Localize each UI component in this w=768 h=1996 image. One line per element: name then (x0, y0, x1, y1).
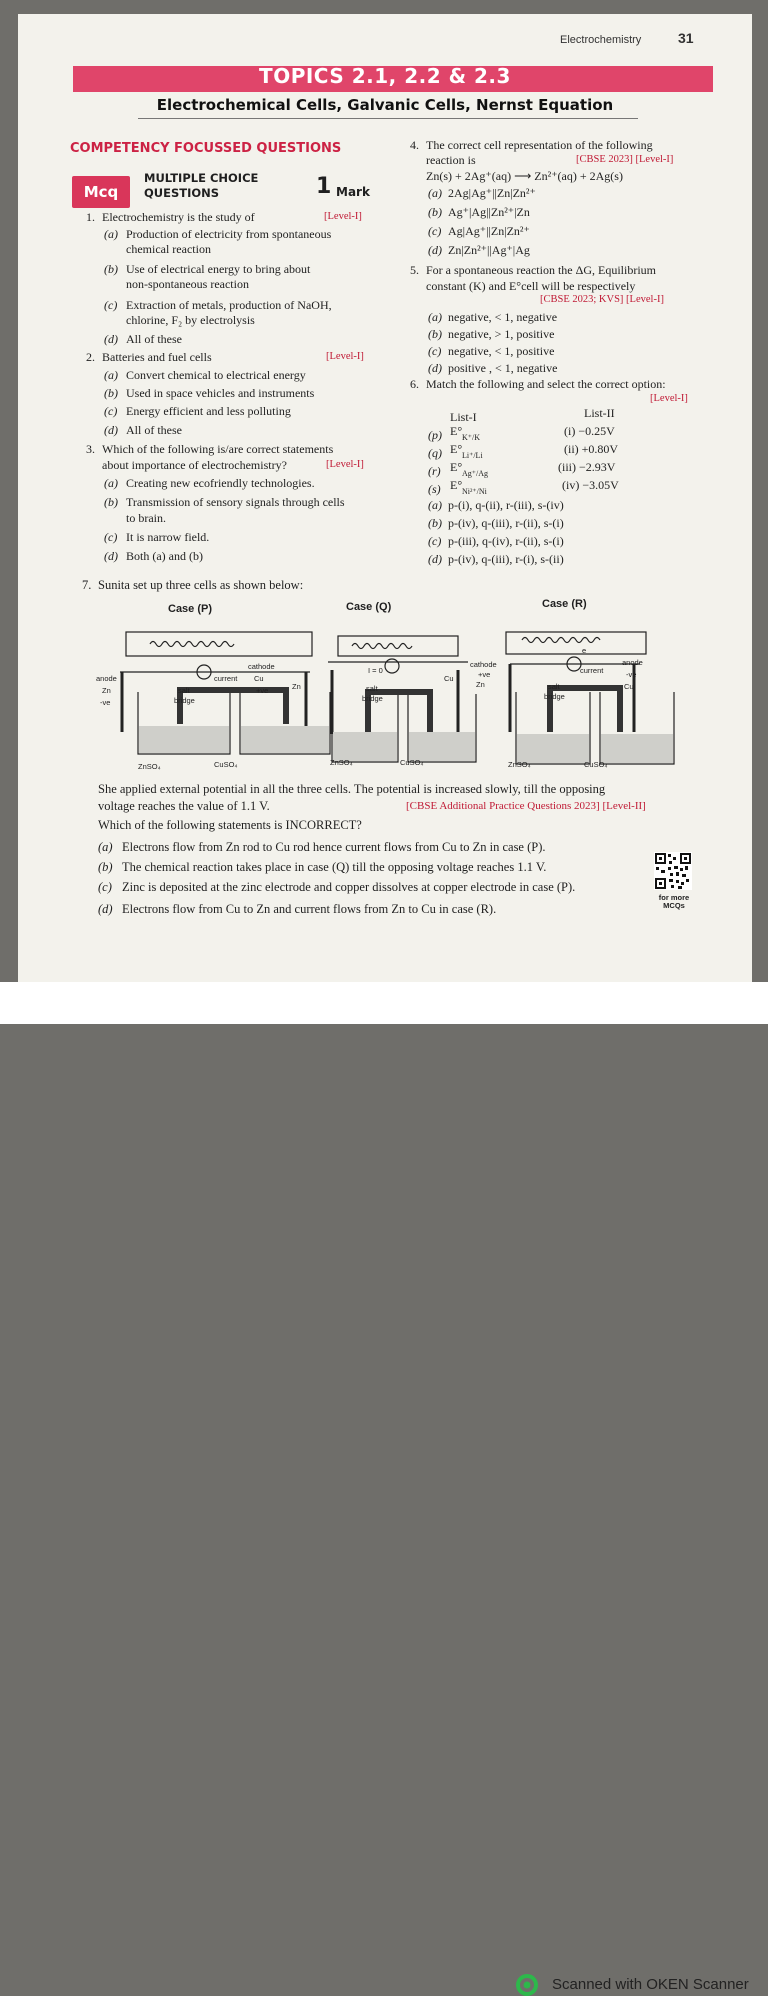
case-p-label: Case (P) (168, 603, 213, 615)
r-znso4: ZnSO₄ (508, 760, 531, 769)
q4-d-label: (d) (428, 243, 442, 257)
q1-a-line2: chemical reaction (126, 242, 211, 256)
q6-row-q-sub: Li⁺/Li (462, 451, 483, 460)
q5-line1: For a spontaneous reaction the ΔG, Equilibrium (426, 263, 657, 277)
q6-row-p-value: (i) −0.25V (564, 424, 615, 438)
q6-row-s-e: E° (450, 478, 463, 492)
q2-c-label: (c) (104, 404, 118, 418)
q3-line2: about importance of electrochemistry? (102, 458, 287, 472)
q2-c-line1: Energy efficient and less polluting (126, 404, 291, 418)
q1-c-label: (c) (104, 298, 118, 312)
p-cuso4: CuSO₄ (214, 760, 238, 769)
p-pos: +ve (256, 686, 269, 695)
p-zn: Zn (102, 686, 111, 695)
case-r-label: Case (R) (542, 598, 587, 610)
q7-d-label: (d) (98, 902, 113, 916)
q6-row-s-label: (s) (428, 482, 441, 496)
q6-list2-header: List-II (584, 406, 615, 420)
q3-a-line1: Creating new ecofriendly technologies. (126, 476, 315, 490)
q1-number: 1. (86, 210, 95, 224)
q7-b-label: (b) (98, 860, 113, 874)
p-bridge: bridge (174, 696, 195, 705)
q2-d-line1: All of these (126, 423, 182, 437)
r-anode: anode (622, 658, 643, 667)
scanner-watermark: Scanned with OKEN Scanner (552, 1976, 749, 1993)
p-neg: -ve (100, 698, 111, 707)
q4-b-label: (b) (428, 205, 442, 219)
q2-a-line1: Convert chemical to electrical energy (126, 368, 306, 382)
cells-diagram (80, 614, 700, 772)
q2-number: 2. (86, 350, 95, 364)
q3-b-line1: Transmission of sensory signals through cells (126, 495, 345, 509)
q-izero: I = 0 (368, 666, 383, 675)
q1-text: Electrochemistry is the study of (102, 210, 255, 224)
q6-d-label: (d) (428, 552, 442, 566)
q-salt: salt (366, 684, 378, 693)
q6-row-s-value: (iv) −3.05V (562, 478, 619, 492)
q7-number: 7. (82, 578, 92, 592)
r-bridge: bridge (544, 692, 565, 701)
q6-c-line1: p-(iii), q-(iv), r-(ii), s-(i) (448, 534, 564, 548)
q6-b-line1: p-(iv), q-(iii), r-(ii), s-(i) (448, 516, 564, 530)
q1-c-line2: chlorine, F₂ by electrolysis (126, 313, 255, 327)
q5-d-line1: positive , < 1, negative (448, 361, 558, 375)
qr-caption (656, 894, 692, 910)
q1-b-label: (b) (104, 262, 118, 276)
r-current: current (580, 666, 604, 675)
section-title: COMPETENCY FOCUSSED QUESTIONS (70, 141, 342, 156)
q5-d-label: (d) (428, 361, 442, 375)
q4-number: 4. (410, 138, 419, 152)
q6-row-p-sub: K⁺/K (462, 433, 480, 442)
q1-a-line1: Production of electricity from spontaneous (126, 227, 332, 241)
q1-d-line1: All of these (126, 332, 182, 346)
q6-row-r-value: (iii) −2.93V (558, 460, 616, 474)
p-anode: anode (96, 674, 117, 683)
p-salt: salt (178, 686, 190, 695)
q6-row-p-label: (p) (428, 428, 442, 442)
q7-level: [CBSE Additional Practice Questions 2023] [Level-II] (406, 800, 646, 812)
q3-b-line2: to brain. (126, 511, 166, 525)
q3-number: 3. (86, 442, 95, 456)
q4-d-line1: Zn|Zn²⁺||Ag⁺|Ag (448, 243, 530, 257)
q2-d-label: (d) (104, 423, 118, 437)
q3-b-label: (b) (104, 495, 118, 509)
q3-c-label: (c) (104, 530, 118, 544)
q7-a-label: (a) (98, 840, 113, 854)
p-cathode: cathode (248, 662, 275, 671)
q4-level: [CBSE 2023] [Level-I] (576, 154, 674, 165)
q1-b-line1: Use of electrical energy to bring about (126, 262, 311, 276)
q4-reaction: Zn(s) + 2Ag⁺(aq) ⟶ Zn²⁺(aq) + 2Ag(s) (426, 169, 623, 183)
r-pos: +ve (478, 670, 491, 679)
q5-a-label: (a) (428, 310, 442, 324)
q7-stem3: Which of the following statements is INCORRECT? (98, 818, 362, 832)
topics-title: TOPICS 2.1, 2.2 & 2.3 (259, 64, 511, 88)
mcq-badge: Mcq (72, 176, 130, 208)
scanner-footer (0, 982, 768, 1993)
marks-value: 1 (316, 174, 332, 199)
q6-a-line1: p-(i), q-(ii), r-(iii), s-(iv) (448, 498, 564, 512)
q4-c-label: (c) (428, 224, 442, 238)
q1-level: [Level-I] (324, 211, 362, 222)
p-current: current (214, 674, 238, 683)
marks-label: Mark (336, 185, 370, 199)
q1-d-label: (d) (104, 332, 118, 346)
q6-c-label: (c) (428, 534, 442, 548)
q-znso4: ZnSO₄ (330, 758, 353, 767)
page-number: 31 (678, 30, 694, 46)
q6-row-q-label: (q) (428, 446, 442, 460)
q5-level: [CBSE 2023; KVS] [Level-I] (540, 294, 664, 305)
q6-d-line1: p-(iv), q-(iii), r-(i), s-(ii) (448, 552, 564, 566)
q5-line2: constant (K) and E°cell will be respectively (426, 279, 636, 293)
q1-c-line1: Extraction of metals, production of NaOH, (126, 298, 332, 312)
oken-logo-icon (516, 1974, 538, 1996)
q2-a-label: (a) (104, 368, 118, 382)
q5-b-line1: negative, > 1, positive (448, 327, 555, 341)
q5-c-line1: negative, < 1, positive (448, 344, 555, 358)
q7-b-line1: The chemical reaction takes place in case (Q) till the opposing voltage reaches 1.1 V. (122, 860, 547, 874)
q6-a-label: (a) (428, 498, 442, 512)
r-cathode: cathode (470, 660, 497, 669)
mcq-type-line1: MULTIPLE CHOICE (144, 171, 259, 185)
qr-caption-line1: for more (658, 893, 690, 902)
q6-level: [Level-I] (650, 393, 688, 404)
q6-list1-header: List-I (450, 410, 477, 424)
q3-d-line1: Both (a) and (b) (126, 549, 203, 563)
q2-level: [Level-I] (326, 351, 364, 362)
qr-code-icon[interactable] (654, 852, 692, 890)
q5-b-label: (b) (428, 327, 442, 341)
q7-stem1: She applied external potential in all the three cells. The potential is increased slowly, till the opposing (98, 782, 606, 796)
q7-c-label: (c) (98, 880, 112, 894)
q6-row-q-value: (ii) +0.80V (564, 442, 619, 456)
q6-number: 6. (410, 377, 419, 391)
case-q-label: Case (Q) (346, 601, 392, 613)
q4-line2: reaction is (426, 153, 476, 167)
p-cu: Cu (254, 674, 264, 683)
q3-line1: Which of the following is/are correct statements (102, 442, 334, 456)
r-neg: -ve (626, 670, 637, 679)
q6-row-q-e: E° (450, 442, 463, 456)
q7-line1: Sunita set up three cells as shown below: (98, 578, 304, 592)
q6-row-r-e: E° (450, 460, 463, 474)
q3-level: [Level-I] (326, 459, 364, 470)
topics-subtitle: Electrochemical Cells, Galvanic Cells, Nernst Equation (156, 96, 614, 114)
qr-caption-line2: MCQs (663, 901, 685, 910)
r-cuso4: CuSO₄ (584, 760, 608, 769)
q6-row-p-e: E° (450, 424, 463, 438)
q5-number: 5. (410, 263, 419, 277)
q6-row-r-sub: Ag⁺/Ag (462, 469, 488, 478)
chapter-header: Electrochemistry (560, 34, 642, 46)
q7-a-line1: Electrons flow from Zn rod to Cu rod hence current flows from Cu to Zn in case (P). (122, 840, 546, 854)
q6-b-label: (b) (428, 516, 442, 530)
r-salt: salt (548, 682, 560, 691)
divider (138, 118, 638, 119)
q3-d-label: (d) (104, 549, 118, 563)
q7-d-line1: Electrons flow from Cu to Zn and current flows from Zn to Cu in case (R). (122, 902, 497, 916)
q-cu: Cu (444, 674, 454, 683)
q5-a-line1: negative, < 1, negative (448, 310, 558, 324)
r-e: e (582, 646, 587, 655)
q-bridge: bridge (362, 694, 383, 703)
q4-line1: The correct cell representation of the following (426, 138, 653, 152)
q4-b-line1: Ag⁺|Ag||Zn²⁺|Zn (448, 205, 530, 219)
q6-row-s-sub: Ni²⁺/Ni (462, 487, 487, 496)
p-znso4: ZnSO₄ (138, 762, 161, 771)
q-cuso4: CuSO₄ (400, 758, 424, 767)
r-zn: Zn (476, 680, 485, 689)
q3-c-line1: It is narrow field. (126, 530, 210, 544)
q2-text: Batteries and fuel cells (102, 350, 212, 364)
q-zn: Zn (292, 682, 301, 691)
q4-a-line1: 2Ag|Ag⁺||Zn|Zn²⁺ (448, 186, 536, 200)
r-cu: Cu (624, 682, 634, 691)
q1-a-label: (a) (104, 227, 118, 241)
q7-stem2: voltage reaches the value of 1.1 V. (98, 799, 270, 813)
q2-b-line1: Used in space vehicles and instruments (126, 386, 315, 400)
q6-row-r-label: (r) (428, 464, 441, 478)
q1-b-line2: non-spontaneous reaction (126, 277, 249, 291)
q2-b-label: (b) (104, 386, 118, 400)
textbook-page (18, 14, 752, 982)
q7-c-line1: Zinc is deposited at the zinc electrode and copper dissolves at copper electrode in case (P). (122, 880, 576, 894)
q4-a-label: (a) (428, 186, 442, 200)
q4-c-line1: Ag|Ag⁺||Zn|Zn²⁺ (448, 224, 530, 238)
mcq-type-line2: QUESTIONS (144, 186, 220, 200)
q6-line1: Match the following and select the correct option: (426, 377, 666, 391)
q5-c-label: (c) (428, 344, 442, 358)
q3-a-label: (a) (104, 476, 118, 490)
